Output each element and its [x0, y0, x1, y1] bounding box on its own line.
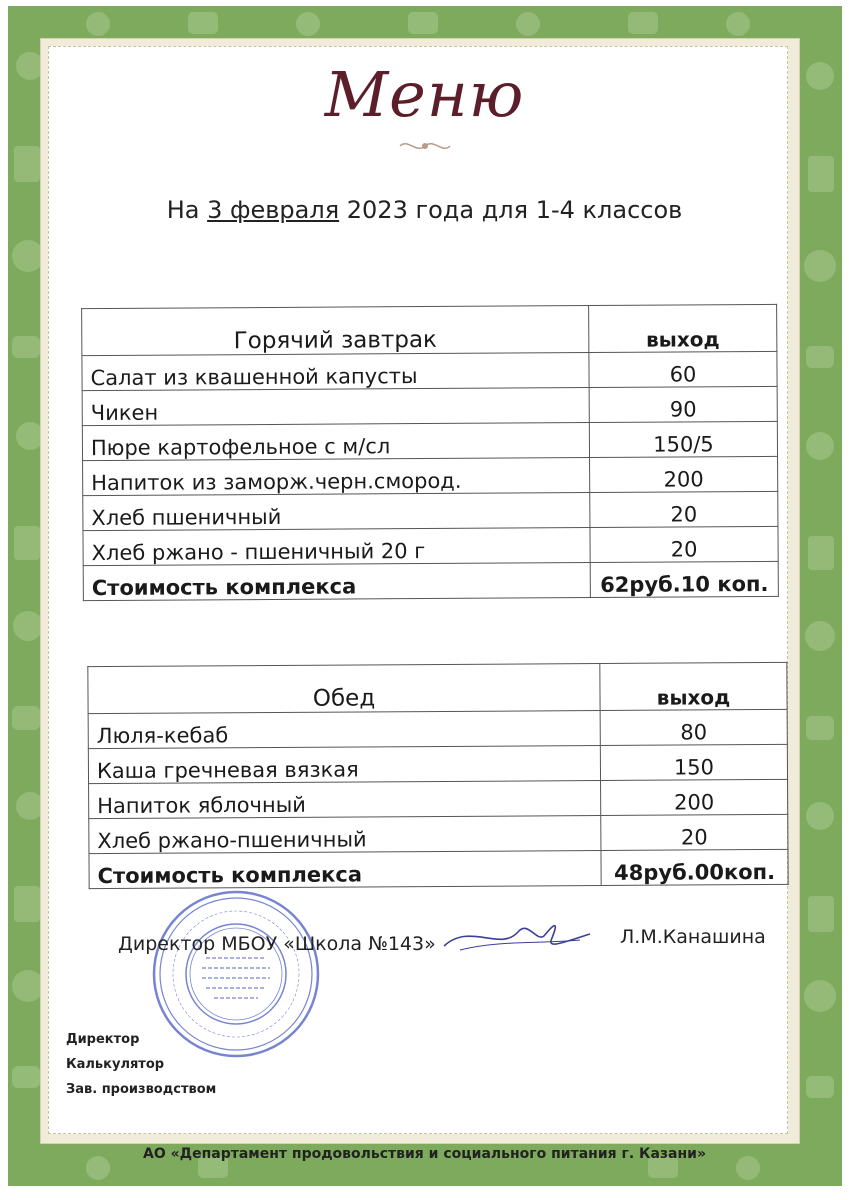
dish-name: Чикен: [82, 388, 589, 426]
table-row: [82, 386, 777, 425]
table-header-row: [88, 662, 787, 713]
dish-output: 20: [590, 526, 778, 562]
dish-name: Пюре картофельное с м/сл: [82, 423, 589, 461]
breakfast-header: Горячий завтрак: [82, 306, 589, 356]
page-title: Меню: [324, 58, 525, 131]
breakfast-table: [81, 304, 779, 601]
dish-name: Хлеб пшеничный: [83, 493, 590, 531]
dish-name: Напиток яблочный: [89, 781, 601, 819]
organization-footer: АО «Департамент продовольствия и социального питания г. Казани»: [142, 1146, 707, 1162]
subtitle-prefix: На: [166, 196, 208, 224]
dish-name: Каша гречневая вязкая: [88, 746, 600, 784]
total-price: 48руб.00коп.: [601, 849, 788, 885]
director-position: Директор МБОУ «Школа №143»: [118, 933, 436, 955]
handwritten-signature: [440, 912, 600, 960]
dish-output: 80: [600, 709, 787, 745]
dish-output: 90: [589, 386, 777, 422]
signer-calculator: Калькулятор: [66, 1057, 165, 1072]
table-row: [82, 421, 777, 460]
output-header: выход: [589, 304, 777, 352]
table-row: [88, 709, 787, 748]
official-stamp-icon: [150, 888, 322, 1060]
dish-output: 60: [589, 351, 777, 387]
signer-director: Директор: [66, 1032, 140, 1047]
dish-output: 200: [601, 779, 788, 815]
dish-output: 20: [590, 491, 778, 527]
table-row: [82, 351, 777, 390]
total-label: Стоимость комплекса: [89, 851, 601, 889]
signer-production-head: Зав. производством: [66, 1082, 217, 1097]
dish-output: 200: [590, 456, 778, 492]
dish-name: Напиток из заморж.черн.смород.: [83, 458, 590, 496]
director-name: Л.М.Канашина: [620, 926, 766, 948]
table-row: [89, 779, 788, 818]
lunch-table: [87, 662, 788, 889]
table-row: [89, 814, 788, 853]
lunch-header: Обед: [88, 664, 600, 714]
menu-date-line: [0, 196, 849, 224]
total-price: 62руб.10 коп.: [590, 561, 778, 597]
dish-output: 20: [601, 814, 788, 850]
table-row: [83, 491, 778, 530]
ornament-icon: [398, 136, 452, 156]
dish-name: Салат из квашенной капусты: [82, 353, 589, 391]
total-row: [89, 849, 788, 888]
total-label: Стоимость комплекса: [83, 563, 590, 601]
table-header-row: [82, 304, 777, 355]
dish-name: Люля-кебаб: [88, 711, 600, 749]
output-header: выход: [600, 662, 787, 710]
table-row: [83, 526, 778, 565]
dish-name: Хлеб ржано - пшеничный 20 г: [83, 528, 590, 566]
dish-output: 150/5: [589, 421, 777, 457]
total-row: [83, 561, 778, 600]
dish-output: 150: [600, 744, 787, 780]
table-row: [88, 744, 787, 783]
menu-date: 3 февраля: [207, 196, 340, 224]
table-row: [83, 456, 778, 495]
dish-name: Хлеб ржано-пшеничный: [89, 816, 601, 854]
subtitle-suffix: 2023 года для 1-4 классов: [339, 196, 683, 224]
